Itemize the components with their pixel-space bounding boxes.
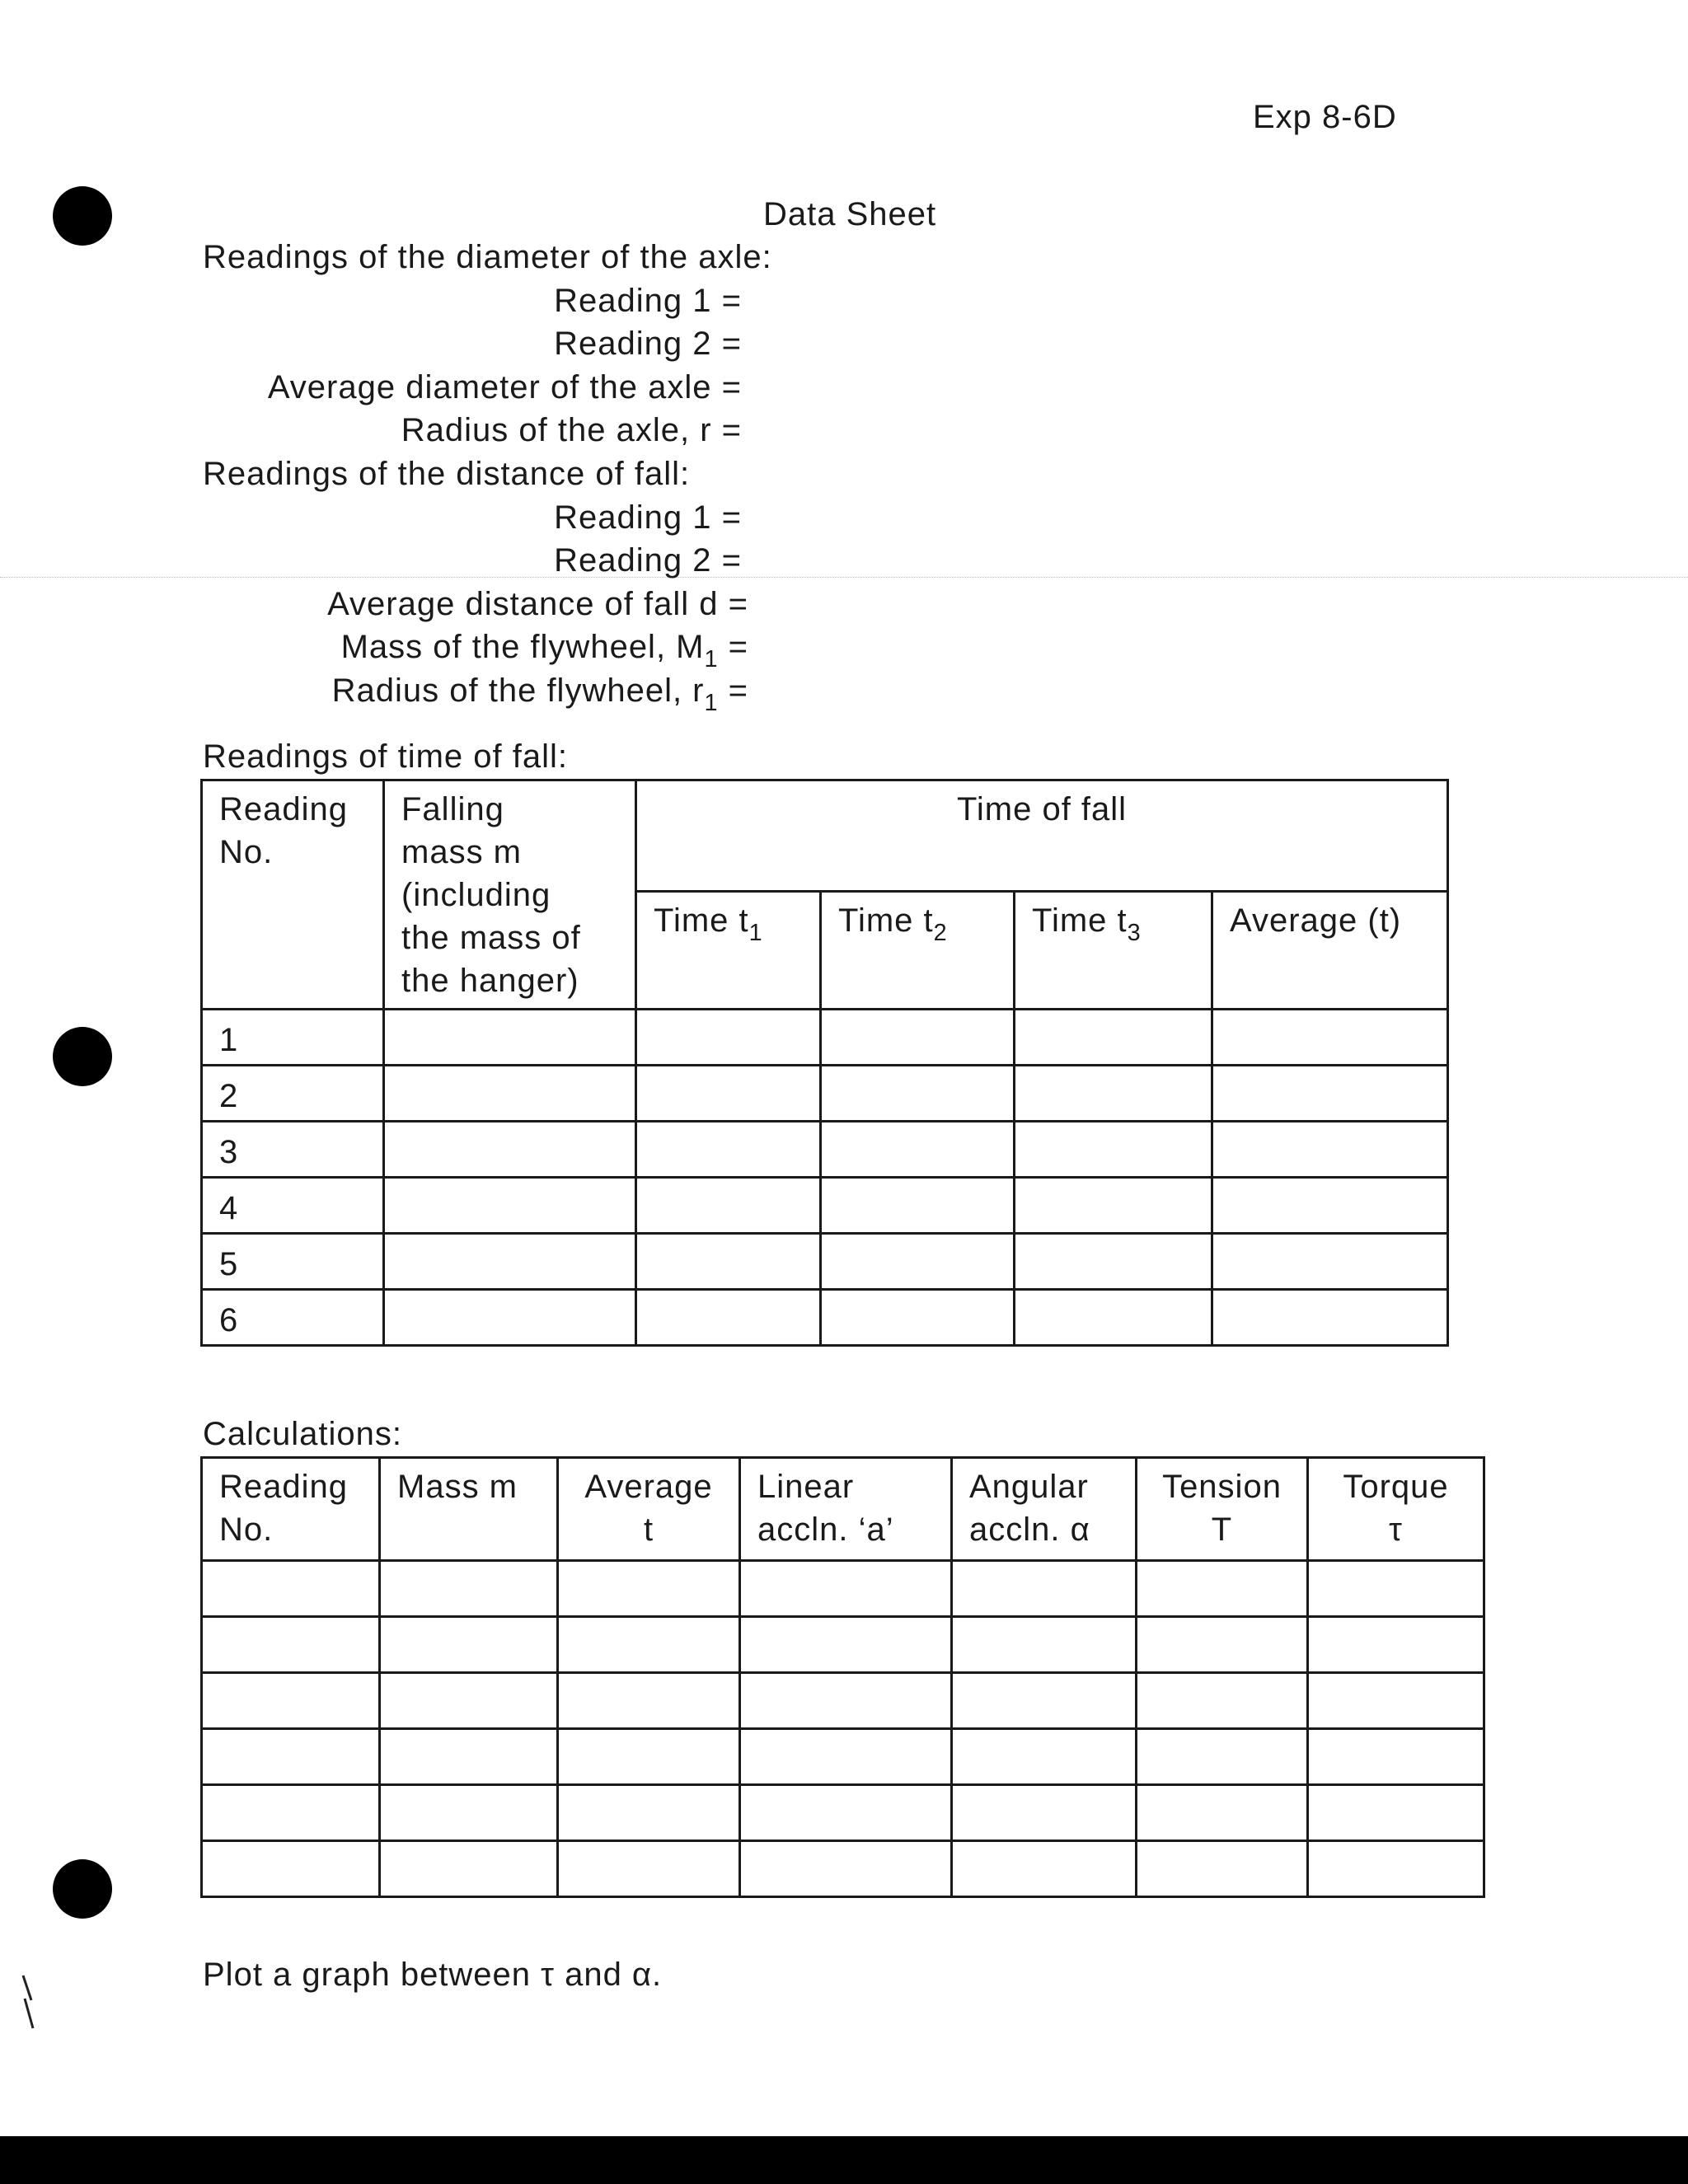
- header-time-t1: Time $t_1$: [636, 892, 821, 1010]
- calculations-heading: Calculations:: [203, 1416, 403, 1452]
- blank-cell: [558, 1673, 740, 1729]
- scan-line: [0, 577, 1688, 578]
- reading-number-cell: 6: [202, 1290, 384, 1346]
- calc-header-cell: Tension T: [1137, 1458, 1308, 1561]
- blank-cell: [1212, 1122, 1448, 1178]
- blank-cell: [202, 1841, 380, 1897]
- punch-hole-top: [53, 186, 112, 246]
- blank-cell: [380, 1561, 558, 1617]
- blank-cell: [952, 1785, 1137, 1841]
- blank-cell: [1308, 1729, 1484, 1785]
- table-row: [202, 1178, 1448, 1234]
- blank-cell: [636, 1122, 821, 1178]
- table-row: [202, 1010, 1448, 1066]
- blank-cell: [202, 1561, 380, 1617]
- blank-cell: [636, 1010, 821, 1066]
- blank-cell: [952, 1617, 1137, 1673]
- blank-cell: [202, 1617, 380, 1673]
- blank-cell: [1137, 1729, 1308, 1785]
- experiment-code: Exp 8-6D: [1253, 99, 1397, 135]
- blank-cell: [380, 1785, 558, 1841]
- blank-cell: [1137, 1841, 1308, 1897]
- blank-cell: [1212, 1290, 1448, 1346]
- blank-cell: [380, 1729, 558, 1785]
- blank-cell: [202, 1785, 380, 1841]
- blank-cell: [636, 1290, 821, 1346]
- reading-number-cell: 2: [202, 1066, 384, 1122]
- blank-cell: [636, 1066, 821, 1122]
- blank-cell: [558, 1561, 740, 1617]
- table-row: [202, 1841, 1484, 1897]
- blank-cell: [1212, 1010, 1448, 1066]
- blank-cell: [821, 1066, 1015, 1122]
- calculations-table: [200, 1456, 1485, 1898]
- fall-heading: Readings of the distance of fall:: [203, 456, 691, 492]
- blank-cell: [821, 1122, 1015, 1178]
- time-of-fall-table: [200, 779, 1449, 1347]
- blank-cell: [1137, 1561, 1308, 1617]
- calc-header-cell: Angular accln. α: [952, 1458, 1137, 1561]
- table-row: [202, 1729, 1484, 1785]
- blank-cell: [740, 1841, 952, 1897]
- blank-cell: [558, 1729, 740, 1785]
- radius-axle: Radius of the axle, r =: [401, 412, 742, 448]
- blank-cell: [380, 1673, 558, 1729]
- calc-header-cell: Mass m: [380, 1458, 558, 1561]
- table-row: [202, 1561, 1484, 1617]
- page-title: Data Sheet: [763, 196, 937, 232]
- blank-cell: [1015, 1066, 1212, 1122]
- blank-cell: [384, 1290, 636, 1346]
- axle-reading-2: Reading 2 =: [554, 326, 742, 362]
- punch-hole-bottom: [53, 1859, 112, 1919]
- axle-heading: Readings of the diameter of the axle:: [203, 239, 772, 275]
- blank-cell: [952, 1729, 1137, 1785]
- axle-reading-1: Reading 1 =: [554, 283, 742, 319]
- blank-cell: [821, 1234, 1015, 1290]
- blank-cell: [380, 1617, 558, 1673]
- reading-number-cell: 3: [202, 1122, 384, 1178]
- blank-cell: [384, 1178, 636, 1234]
- scan-bottom-bar: [0, 2136, 1688, 2184]
- blank-cell: [1137, 1617, 1308, 1673]
- mass-flywheel: Mass of the flywheel, $M_1$ =: [340, 629, 748, 673]
- average-distance-fall: Average distance of fall d =: [327, 586, 748, 622]
- blank-cell: [952, 1841, 1137, 1897]
- header-time-of-fall: Time of fall: [636, 780, 1448, 892]
- table-row: [202, 1673, 1484, 1729]
- header-reading-no: Reading No.: [202, 780, 384, 1010]
- blank-cell: [740, 1729, 952, 1785]
- blank-cell: [384, 1234, 636, 1290]
- blank-cell: [1308, 1673, 1484, 1729]
- header-falling-mass: Falling mass m (including the mass of the hanger): [384, 780, 636, 1010]
- time-table-heading: Readings of time of fall:: [203, 738, 568, 775]
- blank-cell: [384, 1066, 636, 1122]
- blank-cell: [1137, 1673, 1308, 1729]
- blank-cell: [740, 1617, 952, 1673]
- blank-cell: [636, 1178, 821, 1234]
- blank-cell: [380, 1841, 558, 1897]
- blank-cell: [1137, 1785, 1308, 1841]
- plot-instruction: Plot a graph between τ and α.: [203, 1957, 663, 1993]
- fall-reading-1: Reading 1 =: [554, 499, 742, 536]
- blank-cell: [558, 1785, 740, 1841]
- header-time-t2: Time $t_2$: [821, 892, 1015, 1010]
- blank-cell: [1308, 1841, 1484, 1897]
- table-row: [202, 1290, 1448, 1346]
- table-row: [202, 1122, 1448, 1178]
- margin-pen-mark: [20, 1974, 36, 2032]
- blank-cell: [821, 1290, 1015, 1346]
- blank-cell: [384, 1122, 636, 1178]
- blank-cell: [636, 1234, 821, 1290]
- reading-number-cell: 5: [202, 1234, 384, 1290]
- blank-cell: [821, 1178, 1015, 1234]
- blank-cell: [1015, 1010, 1212, 1066]
- blank-cell: [1308, 1561, 1484, 1617]
- calc-header-cell: Reading No.: [202, 1458, 380, 1561]
- blank-cell: [558, 1841, 740, 1897]
- radius-flywheel: Radius of the flywheel, $r_1$ =: [331, 673, 748, 716]
- blank-cell: [202, 1729, 380, 1785]
- blank-cell: [952, 1673, 1137, 1729]
- header-time-t3: Time $t_3$: [1015, 892, 1212, 1010]
- blank-cell: [1212, 1234, 1448, 1290]
- punch-hole-middle: [53, 1027, 112, 1086]
- blank-cell: [1212, 1178, 1448, 1234]
- blank-cell: [952, 1561, 1137, 1617]
- blank-cell: [1015, 1178, 1212, 1234]
- blank-cell: [1015, 1290, 1212, 1346]
- average-diameter: Average diameter of the axle =: [267, 369, 742, 405]
- blank-cell: [1308, 1617, 1484, 1673]
- blank-cell: [821, 1010, 1015, 1066]
- blank-cell: [202, 1673, 380, 1729]
- table-row: [202, 1234, 1448, 1290]
- reading-number-cell: 4: [202, 1178, 384, 1234]
- table-row: [202, 1785, 1484, 1841]
- blank-cell: [740, 1785, 952, 1841]
- blank-cell: [1308, 1785, 1484, 1841]
- reading-number-cell: 1: [202, 1010, 384, 1066]
- blank-cell: [558, 1617, 740, 1673]
- header-average-t: Average (t): [1212, 892, 1448, 1010]
- blank-cell: [740, 1673, 952, 1729]
- blank-cell: [1015, 1122, 1212, 1178]
- table-row: [202, 1066, 1448, 1122]
- calc-header-cell: Average t: [558, 1458, 740, 1561]
- fall-reading-2: Reading 2 =: [554, 542, 742, 579]
- blank-cell: [1212, 1066, 1448, 1122]
- blank-cell: [1015, 1234, 1212, 1290]
- blank-cell: [740, 1561, 952, 1617]
- table-row: [202, 1617, 1484, 1673]
- blank-cell: [384, 1010, 636, 1066]
- calc-header-cell: Linear accln. ‘a’: [740, 1458, 952, 1561]
- calc-header-cell: Torque τ: [1308, 1458, 1484, 1561]
